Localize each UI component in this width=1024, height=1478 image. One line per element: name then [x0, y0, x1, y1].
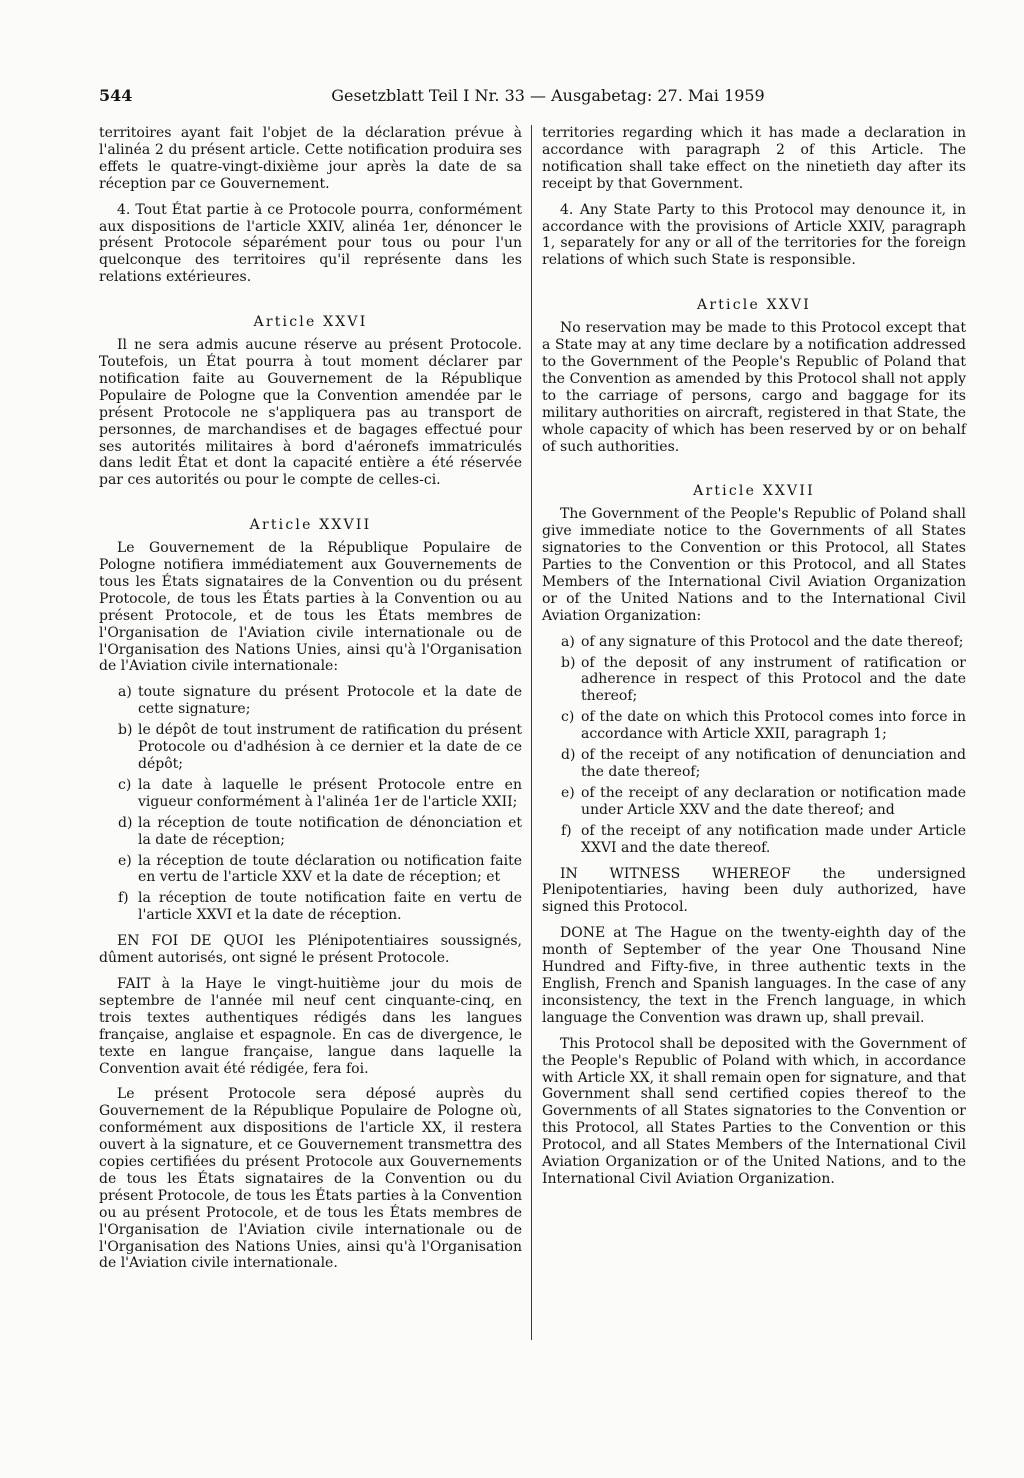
item-text: la date à laquelle le présent Protocole entre en vigueur conformément à l'alinéa 1er de l'article XXII; [138, 776, 522, 810]
list-item [542, 785, 966, 819]
list-item [99, 722, 522, 773]
list-item [542, 655, 966, 706]
item-text: toute signature du présent Protocole et la date de cette signature; [138, 684, 522, 718]
en-article-26-heading: Article XXVI [697, 297, 811, 314]
item-label: e) [561, 784, 575, 801]
item-label: b) [118, 722, 133, 739]
list-item [99, 777, 522, 811]
list-item [99, 853, 522, 887]
fr-witness-clause: EN FOI DE QUOI les Plénipotentiaires soussignés, dûment autorisés, ont signé le présent Protocole. [99, 933, 522, 967]
item-label: e) [118, 852, 132, 869]
en-deposit-clause: This Protocol shall be deposited with the Government of the People's Republic of Poland with which, in accordance with Article XX, it shall remain open for signature, and that Government shall send certified copies thereof to the Governments of all States signatories to the Convention or this Protocol, all States Parties to the Convention or this Protocol, and all States Members of the International Civil Aviation Organization or of the United Nations, and to the International Civil Aviation Organization. [542, 1035, 966, 1187]
list-item [542, 747, 966, 781]
item-text: la réception de toute déclaration ou notification faite en vertu de l'article XXV et la date de réception; et [138, 852, 522, 886]
en-witness-clause: IN WITNESS WHEREOF the undersigned Plenipotentiaries, having been duly authorized, have signed this Protocol. [542, 865, 966, 916]
en-article-27-intro: The Government of the People's Republic of Poland shall give immediate notice to the Governments of all States signatories to the Convention or this Protocol, all States Parties to the Convention or this Protocol, and all States Members of the International Civil Aviation Organization or of the United Nations and to the International Civil Aviation Organization: [542, 506, 966, 624]
item-label: a) [561, 633, 575, 650]
item-text: le dépôt de tout instrument de ratification du présent Protocole ou d'adhésion à ce dernier et la date de ce dépôt; [138, 722, 522, 772]
fr-article-27-heading: Article XXVII [249, 517, 372, 534]
item-text: of the receipt of any notification made under Article XXVI and the date thereof. [581, 822, 966, 856]
fr-article-26-text: Il ne sera admis aucune réserve au présent Protocole. Toutefois, un État pourra à tout moment déclarer par notification faite au Gouvernement de la République Populaire de Pologne que la Convention amendée par le présent Protocole ne s'appliquera pas au transport de personnes, de marchandises et de bagages effectué pour ses autorités militaires à bord d'aéronefs immatriculés dans ledit État et dont la capacité entière a été réservée par ces autorités ou pour le compte de celles-ci. [99, 337, 522, 489]
item-label: d) [561, 747, 576, 764]
fr-article-27-list [99, 684, 522, 924]
item-text: of the receipt of any declaration or notification made under Article XXV and the date thereof; and [581, 784, 966, 818]
column-divider [531, 125, 532, 1340]
item-label: c) [118, 776, 132, 793]
french-column [99, 125, 522, 1281]
english-column [542, 125, 966, 1197]
en-article-26-text: No reservation may be made to this Protocol except that a State may at any time declare by a notification addressed to the Government of the People's Republic of Poland that the Convention as amended by this Protocol shall not apply to the carriage of persons, cargo and baggage for its military authorities on aircraft, registered in that State, the whole capacity of which has been reserved by or on behalf of such authorities. [542, 320, 966, 455]
fr-article-26-heading: Article XXVI [253, 314, 368, 331]
item-text: la réception de toute notification de dénonciation et la date de réception; [138, 814, 522, 848]
item-label: f) [118, 890, 129, 907]
item-label: c) [561, 709, 575, 726]
en-article-27-heading: Article XXVII [693, 483, 815, 500]
fr-paragraph-4: 4. Tout État partie à ce Protocole pourra, conformément aux dispositions de l'article XXIV, alinéa 1er, dénoncer le présent Protocole séparément pour tous ou pour l'un quelconque des territoires qu'il représente dans les relations extérieures. [99, 201, 522, 286]
page-number: 544 [99, 86, 133, 105]
running-head: Gesetzblatt Teil I Nr. 33 — Ausgabetag: 27. Mai 1959 [331, 86, 765, 105]
list-item [542, 823, 966, 857]
en-paragraph-4: 4. Any State Party to this Protocol may denounce it, in accordance with the provisions of Article XXIV, paragraph 1, separately for any or all of the territories for the foreign relations of which such State is responsible. [542, 201, 966, 269]
list-item [542, 709, 966, 743]
fr-intro-paragraph: territoires ayant fait l'objet de la déclaration prévue à l'alinéa 2 du présent article. Cette notification produira ses effets le quatre-vingt-dixième jour après la date de sa réception par ce Gouvernement. [99, 125, 522, 192]
item-text: of any signature of this Protocol and the date thereof; [581, 633, 964, 650]
en-article-27-list [542, 634, 966, 857]
item-text: la réception de toute notification faite en vertu de l'article XXVI et la date de réception. [138, 890, 522, 924]
list-item [99, 890, 522, 924]
fr-done-clause: FAIT à la Haye le vingt-huitième jour du mois de septembre de l'année mil neuf cent cinquante-cinq, en trois textes authentiques rédigés dans les langues française, anglaise et espagnole. En cas de divergence, le texte en langue française, langue dans laquelle la Convention avait été rédigée, fera foi. [99, 975, 522, 1077]
en-intro-paragraph: territories regarding which it has made a declaration in accordance with paragraph 2 of this Article. The notification shall take effect on the ninetieth day after its receipt by that Government. [542, 125, 966, 192]
fr-article-27-intro: Le Gouvernement de la République Populaire de Pologne notifiera immédiatement aux Gouvernements de tous les États signataires de la Convention ou du présent Protocole, de tous les États parties à la Convention ou au présent Protocole, et de tous les États membres de l'Organisation de l'Aviation civile internationale ou de l'Organisation des Nations Unies, ainsi qu'à l'Organisation de l'Aviation civile internationale: [99, 540, 522, 675]
item-label: b) [561, 654, 576, 671]
list-item [99, 815, 522, 849]
list-item [542, 634, 966, 651]
fr-deposit-clause: Le présent Protocole sera déposé auprès du Gouvernement de la République Populaire de Pologne où, conformément aux dispositions de l'article XX, il restera ouvert à la signature, et ce Gouvernement transmettra des copies certifiées du présent Protocole aux Gouvernements de tous les États signataires de la Convention ou du présent Protocole, de tous les États parties à la Convention ou au présent Protocole, et de tous les États membres de l'Organisation de l'Aviation civile internationale ou de l'Organisation des Nations Unies, ainsi qu'à l'Organisation de l'Aviation civile internationale. [99, 1086, 522, 1272]
item-label: d) [118, 814, 133, 831]
item-text: of the deposit of any instrument of ratification or adherence in respect of this Protocol and the date thereof; [581, 654, 966, 705]
list-item [99, 684, 522, 718]
item-label: a) [118, 684, 132, 701]
en-done-clause: DONE at The Hague on the twenty-eighth day of the month of September of the year One Thousand Nine Hundred and Fifty-five, in three authentic texts in the English, French and Spanish languages. In the case of any inconsistency, the text in the French language, in which language the Convention was drawn up, shall prevail. [542, 925, 966, 1026]
item-label: f) [561, 822, 572, 839]
item-text: of the date on which this Protocol comes into force in accordance with Article XXII, paragraph 1; [581, 709, 966, 743]
item-text: of the receipt of any notification of denunciation and the date thereof; [581, 747, 966, 780]
